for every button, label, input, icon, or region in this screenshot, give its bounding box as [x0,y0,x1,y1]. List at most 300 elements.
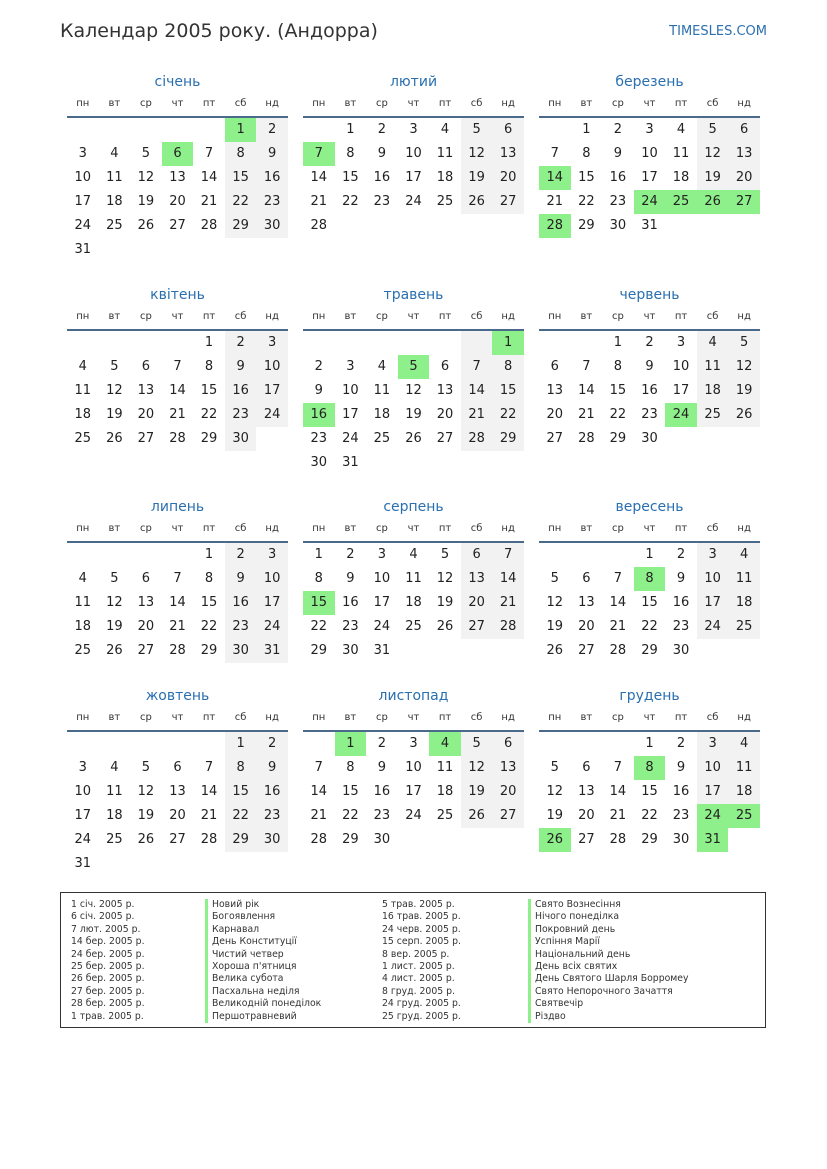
day-cell: 15 [200,383,218,398]
day-cell: 30 [641,431,658,446]
day-cell: 2 [377,736,387,751]
weekday-header [303,710,524,726]
day-cell: 2 [676,736,686,751]
day-cell: 8 [225,142,257,166]
day-cell: 4 [110,760,119,775]
day-cell: 18 [672,170,690,185]
empty-day-cell [461,214,493,238]
day-cell: 30 [256,214,288,238]
day-cell: 4 [697,331,729,355]
day-cell: 11 [405,571,422,586]
weekday-label: чт [407,523,420,534]
day-cell: 26 [461,804,493,828]
holiday-date: 27 бер. 2005 р. [71,985,145,997]
day-cell: 12 [697,142,729,166]
day-cell: 11 [106,784,123,799]
day-cell: 16 [225,379,257,403]
weekday-label: ср [375,311,388,322]
day-cell: 20 [546,407,564,422]
empty-day-cell [539,543,571,567]
empty-day-cell [193,238,225,262]
day-cell: 24 [665,403,697,427]
holiday-date: 7 лют. 2005 р. [71,923,141,935]
holiday-date: 15 серп. 2005 р. [382,936,461,948]
day-cell: 17 [74,808,92,823]
day-cell: 5 [110,359,119,374]
day-cell: 26 [436,619,454,634]
holiday-dates-right [382,899,461,1023]
day-cell: 28 [169,643,186,658]
day-cell: 10 [672,359,690,374]
weekday-label: вт [108,311,121,322]
day-cell: 27 [492,804,524,828]
day-cell: 26 [697,190,729,214]
day-cell: 14 [578,383,595,398]
day-cell: 11 [697,355,729,379]
weekday-label: нд [737,98,751,109]
day-cell: 31 [342,455,359,470]
day-cell: 9 [645,359,654,374]
day-cell: 10 [74,170,92,185]
day-cell: 5 [461,732,493,756]
day-cell: 12 [137,784,155,799]
month-name: жовтень [145,688,210,704]
day-cell: 17 [373,595,391,610]
weekday-label: пн [76,712,90,723]
day-cell: 5 [440,547,450,562]
day-cell: 20 [461,591,493,615]
day-cell: 26 [461,190,493,214]
day-cell: 14 [200,784,218,799]
month-name: квітень [150,287,205,303]
day-cell: 20 [137,619,155,634]
day-cell: 15 [342,784,359,799]
day-cell: 24 [256,615,288,639]
day-cell: 27 [578,643,595,658]
day-cell: 8 [492,355,524,379]
day-cell: 12 [461,756,493,780]
weekday-label: пн [548,523,562,534]
month-name: червень [619,287,680,303]
weekday-label: ср [375,98,388,109]
day-cell: 4 [377,359,387,374]
weekday-label: ср [375,523,388,534]
month-block [539,497,760,663]
empty-day-cell [398,828,430,852]
day-cell: 31 [256,639,288,663]
day-cell: 10 [256,567,288,591]
day-grid [539,118,760,238]
day-cell: 18 [405,595,422,610]
day-cell: 8 [634,567,666,591]
day-cell: 11 [728,756,760,780]
weekday-label: чт [171,98,184,109]
weekday-label: пн [312,311,326,322]
day-cell: 14 [200,170,218,185]
day-cell: 12 [405,383,422,398]
empty-day-cell [130,118,162,142]
day-cell: 19 [106,407,123,422]
month-block [539,285,760,451]
day-cell: 6 [173,760,182,775]
day-cell: 13 [169,784,186,799]
weekday-label: пн [548,98,562,109]
holiday-date: 1 трав. 2005 р. [71,1010,144,1022]
day-cell: 10 [405,146,422,161]
weekday-label: чт [407,712,420,723]
weekday-label: нд [737,523,751,534]
empty-day-cell [67,543,99,567]
day-cell: 5 [550,760,559,775]
day-cell: 13 [578,784,595,799]
empty-day-cell [697,427,729,451]
weekday-label: вт [108,523,121,534]
weekday-header [303,309,524,325]
weekday-label: чт [643,98,656,109]
day-cell: 5 [728,331,760,355]
day-cell: 25 [436,194,454,209]
day-cell: 18 [436,170,454,185]
day-cell: 16 [641,383,658,398]
day-cell: 28 [578,431,595,446]
weekday-label: чт [171,712,184,723]
month-block [67,686,288,876]
day-cell: 18 [373,407,391,422]
day-cell: 7 [314,760,323,775]
day-cell: 23 [672,808,690,823]
day-cell: 30 [342,643,359,658]
day-cell: 10 [373,571,391,586]
day-cell: 21 [200,194,218,209]
day-cell: 8 [204,359,214,374]
day-cell: 25 [405,619,422,634]
day-cell: 6 [162,142,194,166]
empty-day-cell [697,639,729,663]
day-cell: 9 [676,571,686,586]
day-cell: 19 [405,407,422,422]
day-cell: 5 [697,118,729,142]
day-cell: 15 [225,780,257,804]
day-cell: 12 [106,595,123,610]
weekday-label: пн [76,311,90,322]
day-cell: 27 [436,431,454,446]
holiday-names-right [528,899,689,1023]
day-cell: 12 [106,383,123,398]
day-cell: 27 [137,431,155,446]
day-cell: 9 [256,756,288,780]
holiday-name: Новий рік [205,899,321,911]
day-cell: 13 [492,756,524,780]
empty-day-cell [335,214,367,238]
day-cell: 23 [641,407,658,422]
empty-day-cell [130,238,162,262]
day-cell: 3 [256,543,288,567]
day-cell: 6 [141,359,151,374]
weekday-header [303,96,524,112]
day-cell: 11 [436,146,454,161]
day-cell: 20 [169,194,186,209]
month-block [303,72,524,238]
day-cell: 4 [429,732,461,756]
weekday-label: вт [580,523,593,534]
empty-day-cell [99,238,131,262]
day-cell: 23 [342,619,359,634]
day-cell: 7 [204,146,214,161]
day-cell: 19 [106,619,123,634]
weekday-label: ср [139,523,152,534]
holiday-dates-left [71,899,145,1023]
weekday-label: пт [438,712,452,723]
day-cell: 2 [377,122,387,137]
empty-day-cell [571,732,603,756]
empty-day-cell [303,331,335,355]
day-cell: 15 [609,383,627,398]
empty-day-cell [366,451,398,475]
day-cell: 19 [697,166,729,190]
day-cell: 22 [310,619,328,634]
day-cell: 27 [546,431,564,446]
empty-day-cell [728,214,760,238]
day-cell: 28 [539,214,571,238]
empty-day-cell [130,852,162,876]
empty-day-cell [492,451,524,475]
day-cell: 6 [582,571,591,586]
weekday-header [67,96,288,112]
holiday-name: Покровний день [528,924,689,936]
day-cell: 10 [256,355,288,379]
holiday-date: 8 вер. 2005 р. [382,948,450,960]
month-block [67,285,288,451]
weekday-label: чт [643,712,656,723]
day-cell: 19 [461,166,493,190]
day-cell: 1 [492,331,524,355]
empty-day-cell [162,852,194,876]
day-cell: 13 [137,383,155,398]
weekday-header [539,309,760,325]
day-cell: 15 [303,591,335,615]
weekday-label: чт [171,311,184,322]
day-cell: 5 [550,571,559,586]
month-name: липень [150,499,205,515]
day-cell: 6 [461,543,493,567]
empty-day-cell [571,543,603,567]
day-cell: 21 [546,194,564,209]
weekday-label: ср [611,523,624,534]
weekday-label: пн [76,523,90,534]
page-title: Календар 2005 року. (Андорра) [60,20,378,42]
day-cell: 17 [405,784,422,799]
weekday-header [67,710,288,726]
weekday-label: пт [202,311,216,322]
empty-day-cell [67,118,99,142]
day-cell: 31 [74,242,92,257]
day-cell: 28 [461,427,493,451]
day-cell: 29 [641,832,658,847]
weekday-label: пн [76,98,90,109]
empty-day-cell [492,214,524,238]
weekday-label: чт [171,523,184,534]
day-cell: 16 [609,170,627,185]
day-cell: 15 [578,170,595,185]
empty-day-cell [162,331,194,355]
day-grid [303,331,524,475]
day-cell: 17 [641,170,658,185]
day-cell: 26 [137,832,155,847]
empty-day-cell [429,214,461,238]
weekday-label: нд [501,98,515,109]
day-cell: 1 [314,547,323,562]
day-cell: 24 [697,804,729,828]
weekday-label: вт [344,712,357,723]
empty-day-cell [366,214,398,238]
day-cell: 18 [728,780,760,804]
weekday-label: сб [470,311,483,322]
day-cell: 14 [461,379,493,403]
weekday-label: пт [202,98,216,109]
day-cell: 22 [641,808,658,823]
day-cell: 16 [373,170,391,185]
day-cell: 9 [676,760,686,775]
empty-day-cell [461,451,493,475]
weekday-label: вт [580,98,593,109]
month-block [67,497,288,663]
day-cell: 27 [728,190,760,214]
day-cell: 18 [74,407,92,422]
day-cell: 19 [461,780,493,804]
weekday-label: вт [580,311,593,322]
empty-day-cell [162,732,194,756]
day-cell: 16 [303,403,335,427]
empty-day-cell [99,852,131,876]
day-grid [67,732,288,876]
day-cell: 18 [106,808,123,823]
day-cell: 11 [728,567,760,591]
day-cell: 25 [74,431,92,446]
holiday-name: Успіння Марії [528,936,689,948]
day-cell: 27 [578,832,595,847]
month-name: лютий [389,74,438,90]
day-cell: 5 [461,118,493,142]
empty-day-cell [99,331,131,355]
day-cell: 29 [641,643,658,658]
empty-day-cell [461,331,493,355]
day-cell: 25 [436,808,454,823]
day-cell: 15 [641,784,658,799]
day-cell: 16 [342,595,359,610]
month-block [303,497,524,663]
day-cell: 16 [256,166,288,190]
empty-day-cell [130,331,162,355]
day-cell: 22 [225,804,257,828]
empty-day-cell [225,238,257,262]
holiday-date: 25 бер. 2005 р. [71,960,145,972]
day-cell: 17 [697,780,729,804]
day-cell: 15 [342,170,359,185]
day-cell: 23 [256,804,288,828]
site-link[interactable]: TIMESLES.COM [669,24,767,39]
day-cell: 11 [436,760,454,775]
day-cell: 24 [342,431,359,446]
day-cell: 7 [303,142,335,166]
holiday-name: Пасхальна неділя [205,986,321,998]
day-cell: 19 [436,595,454,610]
day-cell: 15 [200,595,218,610]
empty-day-cell [398,451,430,475]
day-cell: 9 [613,146,623,161]
day-cell: 2 [645,335,654,350]
day-cell: 24 [373,619,391,634]
empty-day-cell [539,331,571,355]
day-cell: 9 [256,142,288,166]
day-cell: 3 [645,122,654,137]
day-cell: 1 [582,122,591,137]
day-cell: 18 [728,591,760,615]
day-cell: 1 [225,732,257,756]
empty-day-cell [429,331,461,355]
weekday-label: сб [234,712,247,723]
day-cell: 21 [461,403,493,427]
day-cell: 16 [225,591,257,615]
day-cell: 25 [106,832,123,847]
weekday-label: нд [501,311,515,322]
day-cell: 4 [440,122,450,137]
empty-day-cell [99,732,131,756]
empty-day-cell [492,828,524,852]
weekday-header [303,521,524,537]
weekday-label: нд [501,712,515,723]
weekday-label: чт [643,523,656,534]
empty-day-cell [461,828,493,852]
weekday-label: чт [407,98,420,109]
day-cell: 9 [314,383,323,398]
day-cell: 28 [609,643,627,658]
month-block [303,686,524,852]
day-cell: 6 [492,732,524,756]
holiday-name: День Святого Шарля Борромеу [528,973,689,985]
day-cell: 27 [169,218,186,233]
day-cell: 1 [645,547,654,562]
day-cell: 26 [405,431,422,446]
day-cell: 8 [634,756,666,780]
day-cell: 3 [78,760,87,775]
day-cell: 25 [106,218,123,233]
day-cell: 13 [169,170,186,185]
day-cell: 8 [582,146,591,161]
day-cell: 28 [310,832,328,847]
day-cell: 10 [74,784,92,799]
month-block [67,72,288,262]
day-cell: 20 [578,619,595,634]
day-cell: 7 [173,359,182,374]
month-name: вересень [615,499,684,515]
day-cell: 19 [137,194,155,209]
day-cell: 9 [346,571,355,586]
day-cell: 1 [204,335,214,350]
weekday-label: ср [139,311,152,322]
weekday-label: ср [611,712,624,723]
empty-day-cell [67,331,99,355]
day-cell: 13 [546,383,564,398]
day-cell: 26 [106,643,123,658]
day-cell: 8 [613,359,623,374]
empty-day-cell [539,118,571,142]
holiday-name: День Конституції [205,936,321,948]
day-cell: 4 [110,146,119,161]
month-block [539,686,760,852]
day-cell: 28 [200,218,218,233]
empty-day-cell [602,543,634,567]
day-cell: 18 [697,379,729,403]
